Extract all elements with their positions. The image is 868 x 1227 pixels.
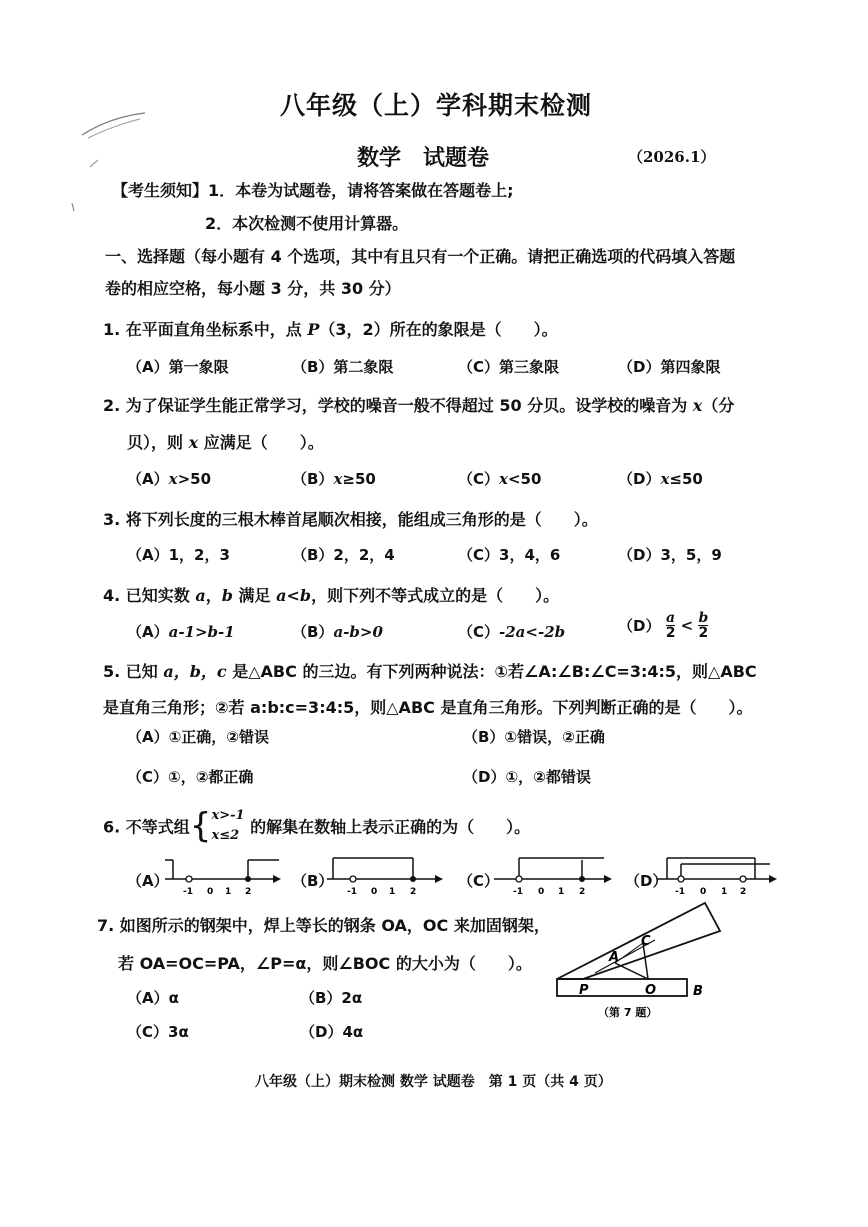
q4-option-c-label: （C） <box>458 623 500 641</box>
q2-line2-b: 应满足（ ）。 <box>198 433 324 452</box>
q2-option-d-x: x <box>660 470 670 488</box>
page-title: 八年级（上）学科期末检测 <box>280 91 593 120</box>
question-5-line2: 是直角三角形；②若 a:b:c=3:4:5，则△ABC 是直角三角形。下列判断正确的是（ ）。 <box>103 698 753 717</box>
q2-line2-a: 贝），则 <box>127 433 189 452</box>
q3-option-c[interactable]: （C）3，4，6 <box>458 546 561 564</box>
q2-option-d-label: （D） <box>618 470 661 488</box>
q2-option-d-rel: ≤50 <box>669 470 703 488</box>
q3-option-a[interactable]: （A）1，2，3 <box>127 546 230 564</box>
q2-option-b[interactable] <box>292 468 376 489</box>
q4-option-a[interactable] <box>127 621 235 642</box>
q4-option-c-expr: -2a<-2b <box>499 623 566 641</box>
q6-ineq-2: x≤2 <box>211 828 240 843</box>
q4-option-b-expr: a-b>0 <box>333 623 383 641</box>
q4-option-d-label: （D） <box>618 617 661 635</box>
q2-option-a-label: （A） <box>127 470 169 488</box>
q6-d-tick-2: 2 <box>740 887 747 897</box>
q7-steel-frame-figure <box>555 895 725 1025</box>
q4-frac-den-a: 2 <box>665 625 676 641</box>
q4-lt-sign: < <box>680 616 694 635</box>
q4-option-d[interactable] <box>618 611 708 640</box>
notice-label: 【考生须知】 <box>112 181 209 200</box>
q4-text-a: 4. 已知实数 <box>103 586 196 605</box>
q1-option-c[interactable]: （C）第三象限 <box>458 358 560 376</box>
q5-option-c[interactable]: （C）①，②都正确 <box>127 768 254 786</box>
q2-option-a[interactable] <box>127 468 211 489</box>
q6-brace: { <box>189 806 212 846</box>
section-desc-2: 卷的相应空格，每小题 3 分，共 30 分） <box>105 279 401 298</box>
q6-b-tick-0: 0 <box>371 887 378 897</box>
q2-line1-a: 2. 为了保证学生能正常学习，学校的噪音一般不得超过 50 分贝。设学校的噪音为 <box>103 396 693 415</box>
question-2-line1 <box>103 393 734 416</box>
q2-option-a-x: x <box>168 470 178 488</box>
q7-label-a: A <box>609 950 620 965</box>
q2-option-b-rel: ≥50 <box>342 470 376 488</box>
q7-option-b[interactable]: （B）2α <box>300 989 363 1007</box>
q4-text-c: ，则下列不等式成立的是（ ）。 <box>311 586 560 605</box>
q6-text-b: 的解集在数轴上表示正确的为（ ）。 <box>244 817 531 837</box>
q6-a-tick-neg1: -1 <box>183 887 193 897</box>
q6-a-tick-1: 1 <box>225 887 232 897</box>
notice-item-1: 1．本卷为试题卷，请将答案做在答题卷上; <box>208 181 514 200</box>
q6-system <box>211 806 244 846</box>
q4-option-a-label: （A） <box>127 623 169 641</box>
q6-text-a: 6. 不等式组 <box>103 817 190 837</box>
q6-a-tick-2: 2 <box>245 887 252 897</box>
q1-point-p: P <box>307 320 320 339</box>
q2-var-x: x <box>692 396 703 415</box>
q6-a-tick-0: 0 <box>207 887 214 897</box>
q2-var-x-2: x <box>188 433 199 452</box>
q6-c-tick-2: 2 <box>579 887 586 897</box>
question-6 <box>103 806 530 846</box>
q4-option-c[interactable] <box>458 621 565 642</box>
q2-option-d[interactable] <box>618 468 703 489</box>
q4-frac-den-b: 2 <box>698 625 709 641</box>
q1-option-b[interactable]: （B）第二象限 <box>292 358 394 376</box>
q6-b-tick-1: 1 <box>389 887 396 897</box>
question-1 <box>103 317 558 340</box>
notice <box>112 178 514 201</box>
q6-option-a[interactable]: （A） <box>127 872 169 890</box>
q5-line1-b: 是△ABC 的三边。有下列两种说法：①若∠A:∠B:∠C=3:4:5，则△ABC <box>226 662 757 681</box>
q4-frac-num-b: b <box>698 610 709 626</box>
question-7-line2: 若 OA=OC=PA，∠P=α，则∠BOC 的大小为（ ）。 <box>118 954 532 973</box>
q1-text-b: （3，2）所在的象限是（ ）。 <box>319 320 558 339</box>
q6-option-b[interactable]: （B） <box>292 872 334 890</box>
notice-item-2: 2．本次检测不使用计算器。 <box>205 214 409 233</box>
section-desc-1: （每小题有 4 个选项，其中有且只有一个正确。请把正确选项的代码填入答题 <box>185 247 736 266</box>
q6-c-tick-neg1: -1 <box>513 887 523 897</box>
q6-d-tick-1: 1 <box>721 887 728 897</box>
q2-option-b-label: （B） <box>292 470 334 488</box>
q4-fraction-a <box>666 611 676 640</box>
q7-label-o: O <box>645 983 657 998</box>
q1-option-d[interactable]: （D）第四象限 <box>618 358 721 376</box>
page-subtitle: 数学 试题卷 <box>357 146 490 171</box>
q6-number-line-d <box>655 850 780 900</box>
q7-option-a[interactable]: （A）α <box>127 989 179 1007</box>
q6-d-tick-0: 0 <box>700 887 707 897</box>
q5-option-b[interactable]: （B）①错误，②正确 <box>463 728 605 746</box>
exam-date: （2026.1） <box>628 148 716 166</box>
section-heading: 一、选择题 <box>105 247 186 266</box>
q7-figure-caption: （第 7 题） <box>598 1006 658 1019</box>
q6-c-tick-1: 1 <box>558 887 565 897</box>
q4-fraction-b <box>698 611 708 640</box>
q6-b-tick-neg1: -1 <box>347 887 357 897</box>
q6-ineq-1: x>-1 <box>211 808 245 823</box>
q6-d-tick-neg1: -1 <box>675 887 685 897</box>
q5-option-d[interactable]: （D）①，②都错误 <box>463 768 591 786</box>
q2-option-c-rel: <50 <box>507 470 542 488</box>
page-footer: 八年级（上）期末检测 数学 试题卷 第 1 页（共 4 页） <box>255 1074 612 1090</box>
q2-option-c-x: x <box>499 470 508 488</box>
q2-option-b-x: x <box>333 470 343 488</box>
q2-line1-b: （分 <box>702 396 735 415</box>
question-5-line1 <box>103 659 757 682</box>
q4-comma: ， <box>205 586 222 605</box>
q2-option-a-rel: >50 <box>177 470 212 488</box>
margin-pencil-marks <box>70 105 160 225</box>
question-3: 3. 将下列长度的三根木棒首尾顺次相接，能组成三角形的是（ ）。 <box>103 510 598 529</box>
q4-option-b[interactable] <box>292 621 383 642</box>
question-2-line2 <box>127 430 324 453</box>
q5-option-a[interactable]: （A）①正确，②错误 <box>127 728 270 746</box>
q5-vars: a，b，c <box>163 662 227 681</box>
q1-option-a[interactable]: （A）第一象限 <box>127 358 229 376</box>
q4-option-b-label: （B） <box>292 623 334 641</box>
q3-option-d[interactable]: （D）3，5，9 <box>618 546 722 564</box>
q4-var-a: a <box>195 586 206 605</box>
q5-line1-a: 5. 已知 <box>103 662 164 681</box>
q7-option-d[interactable]: （D）4α <box>300 1023 364 1041</box>
q6-option-c[interactable]: （C） <box>458 872 500 890</box>
q6-c-tick-0: 0 <box>538 887 545 897</box>
q7-option-c[interactable]: （C）3α <box>127 1023 189 1041</box>
q2-option-c[interactable] <box>458 468 541 489</box>
q6-number-line-c <box>492 850 614 900</box>
q2-option-c-label: （C） <box>458 470 500 488</box>
q4-condition: a<b <box>276 586 312 605</box>
q4-text-b: 满足 <box>232 586 277 605</box>
q6-number-line-b <box>325 850 445 900</box>
q6-b-tick-2: 2 <box>410 887 417 897</box>
q1-text-a: 1. 在平面直角坐标系中，点 <box>103 320 308 339</box>
question-4 <box>103 583 559 606</box>
q7-label-p: P <box>579 983 589 998</box>
q6-option-d[interactable]: （D） <box>625 872 668 890</box>
q4-option-a-expr: a-1>b-1 <box>168 623 235 641</box>
section-heading-line1 <box>105 244 735 267</box>
q3-option-b[interactable]: （B）2，2，4 <box>292 546 395 564</box>
q7-label-b: B <box>693 984 703 999</box>
q4-frac-num-a: a <box>666 610 676 626</box>
q7-label-c: C <box>641 934 651 949</box>
q4-var-b: b <box>221 586 233 605</box>
question-7-line1: 7. 如图所示的钢架中，焊上等长的钢条 OA，OC 来加固钢架， <box>97 916 550 935</box>
q6-number-line-a <box>163 850 283 900</box>
